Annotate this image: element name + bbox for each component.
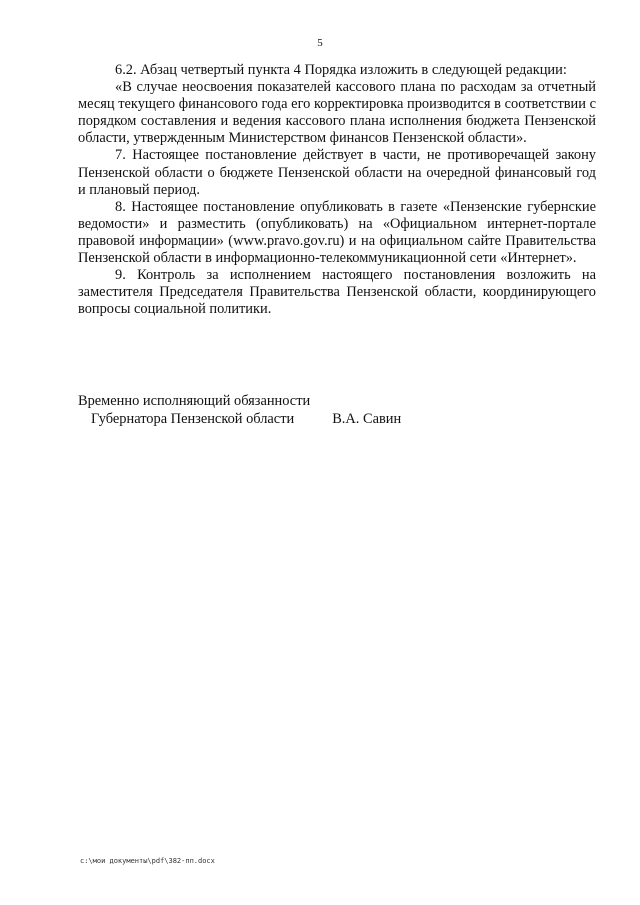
signatory-name: В.А. Савин (332, 411, 402, 427)
paragraph-quote: «В случае неосвоения показателей кассового плана по расходам за отчетный месяц текущего финансового года его корректировка производится в соответствии с порядком составления и ведения кассового плана исполнения бюджета Пензенской области, утвержденным Министерством финансов Пензенской области». (78, 79, 596, 147)
document-body (78, 62, 596, 318)
signatory-position-line1: Временно исполняющий обязанности (78, 393, 311, 409)
signatory-position-line2-row (78, 410, 478, 428)
file-path-footer: c:\мои документы\pdf\382-пп.docx (80, 857, 215, 865)
paragraph-7: 7. Настоящее постановление действует в части, не противоречащей закону Пензенской области о бюджете Пензенской области на очередной финансовый год и плановый период. (78, 147, 596, 198)
page-number: 5 (317, 37, 323, 49)
signatory-position-line2: Губернатора Пензенской области (91, 411, 295, 427)
signature-block (78, 392, 478, 428)
paragraph-9: 9. Контроль за исполнением настоящего постановления возложить на заместителя Председателя Правительства Пензенской области, координирующего вопросы социальной политики. (78, 267, 596, 318)
paragraph-6-2: 6.2. Абзац четвертый пункта 4 Порядка изложить в следующей редакции: (115, 62, 567, 78)
paragraph-8: 8. Настоящее постановление опубликовать в газете «Пензенские губернские ведомости» и разместить (опубликовать) на «Официальном интернет-портале правовой информации» (www.pravo.gov.ru) и на официальном сайте Правительства Пензенской области в информационно-телекоммуникационной сети «Интернет». (78, 198, 596, 267)
